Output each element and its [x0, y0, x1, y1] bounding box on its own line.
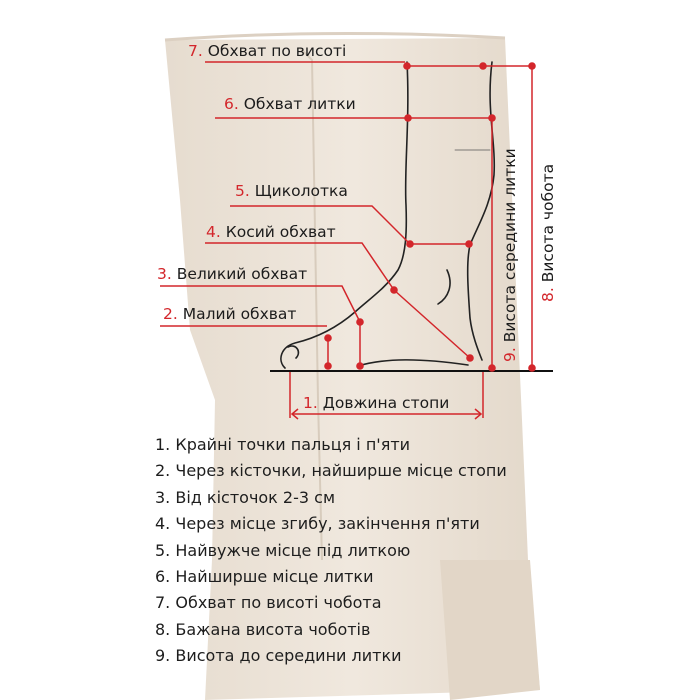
point-4-b [466, 354, 474, 362]
label-2: 2. Малий обхват [163, 305, 297, 323]
label-9: 9. Висота середини литки [501, 148, 519, 362]
legend-item-5: 5. Найвужче місце під литкою [155, 540, 411, 560]
label-7: 7. Обхват по висоті [188, 42, 347, 60]
point-2-a [324, 334, 332, 342]
point-3-a [356, 318, 364, 326]
label-3: 3. Великий обхват [157, 265, 308, 283]
point-9-bottom [488, 364, 496, 372]
point-2-b [324, 362, 332, 370]
legend-item-7: 7. Обхват по висоті чобота [155, 593, 382, 613]
legend-item-2: 2. Через кісточки, найширше місце стопи [155, 461, 507, 481]
legend-item-3: 3. Від кісточок 2-3 см [155, 487, 336, 507]
point-7-b [479, 62, 487, 70]
label-8: 8. Висота чобота [539, 163, 557, 302]
point-5-b [465, 240, 473, 248]
point-6-a [404, 114, 412, 122]
label-5: 5. Щиколотка [235, 182, 348, 200]
legend-item-6: 6. Найширше місце литки [155, 566, 374, 586]
legend-item-4: 4. Через місце згибу, закінчення п'яти [155, 514, 480, 534]
legend-item-8: 8. Бажана висота чоботів [155, 619, 371, 639]
label-1: 1. Довжина стопи [303, 394, 450, 412]
point-5-a [406, 240, 414, 248]
label-4: 4. Косий обхват [206, 223, 336, 241]
legend-item-1: 1. Крайні точки пальця і п'яти [155, 435, 411, 454]
point-3-b [356, 362, 364, 370]
point-7-a [403, 62, 411, 70]
point-4-a [390, 286, 398, 294]
label-6: 6. Обхват литки [224, 95, 356, 113]
legend-item-9: 9. Висота до середини литки [155, 646, 402, 666]
point-6-b [488, 114, 496, 122]
point-8-bottom [528, 364, 536, 372]
measurement-legend [155, 432, 605, 670]
point-7-c [528, 62, 536, 70]
